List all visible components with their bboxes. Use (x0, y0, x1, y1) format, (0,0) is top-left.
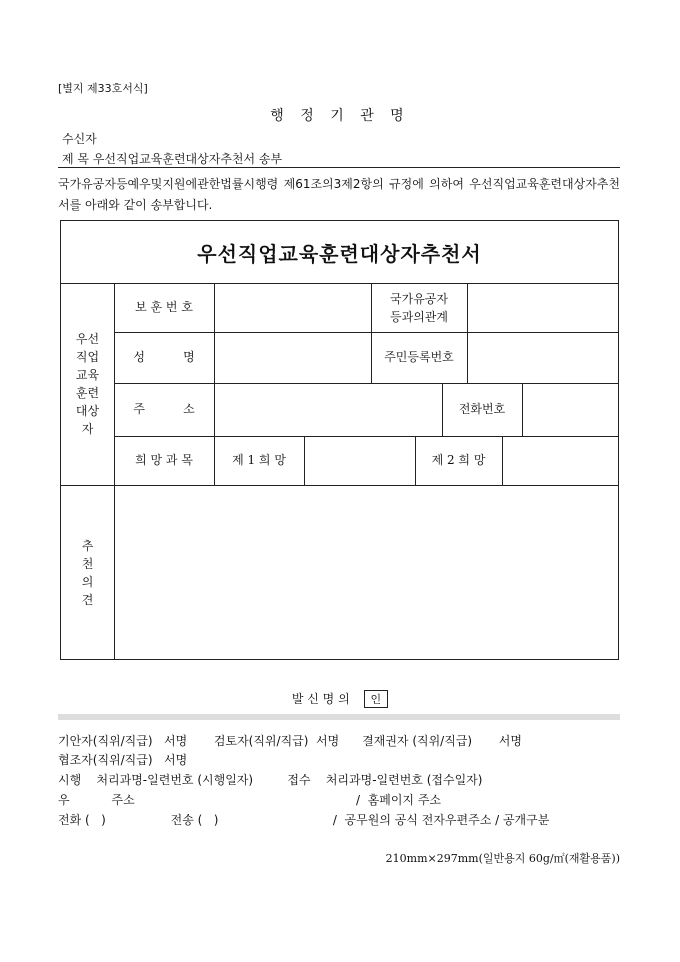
address-line: 우 주소 / 홈페이지 주소 (58, 793, 442, 807)
footer-divider-bar (58, 714, 620, 720)
sender-line (0, 690, 680, 708)
approval-line: 기안자(직위/직급) 서명 검토자(직위/직급) 서명 결재권자 (직위/직급) 서명 (58, 734, 522, 748)
form-number-label: [별지 제33호서식] (58, 82, 148, 95)
contact-line: 전화 ( ) 전송 ( ) / 공무원의 공식 전자우편주소 / 공개구분 (58, 813, 550, 827)
desired-course-label: 희 망 과 목 (135, 453, 193, 467)
form-title: 우선직업교육훈련대상자추천서 (61, 221, 618, 284)
name-label: 성 명 (133, 350, 195, 364)
phone-field[interactable] (523, 383, 618, 436)
agency-name: 행 정 기 관 명 (270, 108, 410, 124)
opinion-field[interactable] (115, 486, 618, 659)
body-paragraph: 국가유공자등예우및지원에관한법률시행령 제61조의3제2항의 규정에 의하여 우선직업교육훈련대상자추천서를 아래와 같이 송부합니다. (58, 177, 620, 212)
subject-divider (58, 167, 620, 168)
phone-label: 전화번호 (458, 402, 506, 416)
seal-box: 인 (364, 690, 389, 708)
subject-line: 제 목 우선직업교육훈련대상자추천서 송부 (62, 152, 283, 166)
recommendation-form-table (60, 220, 619, 660)
relation-field[interactable] (468, 283, 618, 332)
second-choice-field[interactable] (503, 436, 618, 485)
name-field[interactable] (215, 332, 371, 383)
relation-label: 국가유공자 등과의관계 (390, 291, 448, 324)
veteran-number-field[interactable] (215, 283, 371, 332)
first-choice-label: 제 1 희 망 (232, 453, 286, 467)
opinion-label: 추 천 의 견 (81, 538, 94, 607)
address-label: 주 소 (133, 402, 195, 416)
section-label: 우선 직업 교육 훈련 대상 자 (75, 332, 100, 436)
second-choice-label: 제 2 희 망 (431, 453, 486, 467)
sender-name: 발 신 명 의 (291, 692, 350, 706)
resident-number-label: 주민등록번호 (384, 350, 454, 364)
paper-spec: 210mm×297mm(일반용지 60g/㎡(재활용품)) (385, 852, 620, 865)
first-choice-field[interactable] (305, 436, 415, 485)
resident-number-field[interactable] (468, 332, 618, 383)
enforcement-line: 시행 처리과명-일련번호 (시행일자) 접수 처리과명-일련번호 (접수일자) (58, 773, 483, 787)
veteran-number-label: 보 훈 번 호 (135, 300, 193, 314)
address-field[interactable] (215, 383, 442, 436)
cooperation-line: 협조자(직위/직급) 서명 (58, 753, 188, 767)
recipient-label: 수신자 (62, 132, 97, 146)
